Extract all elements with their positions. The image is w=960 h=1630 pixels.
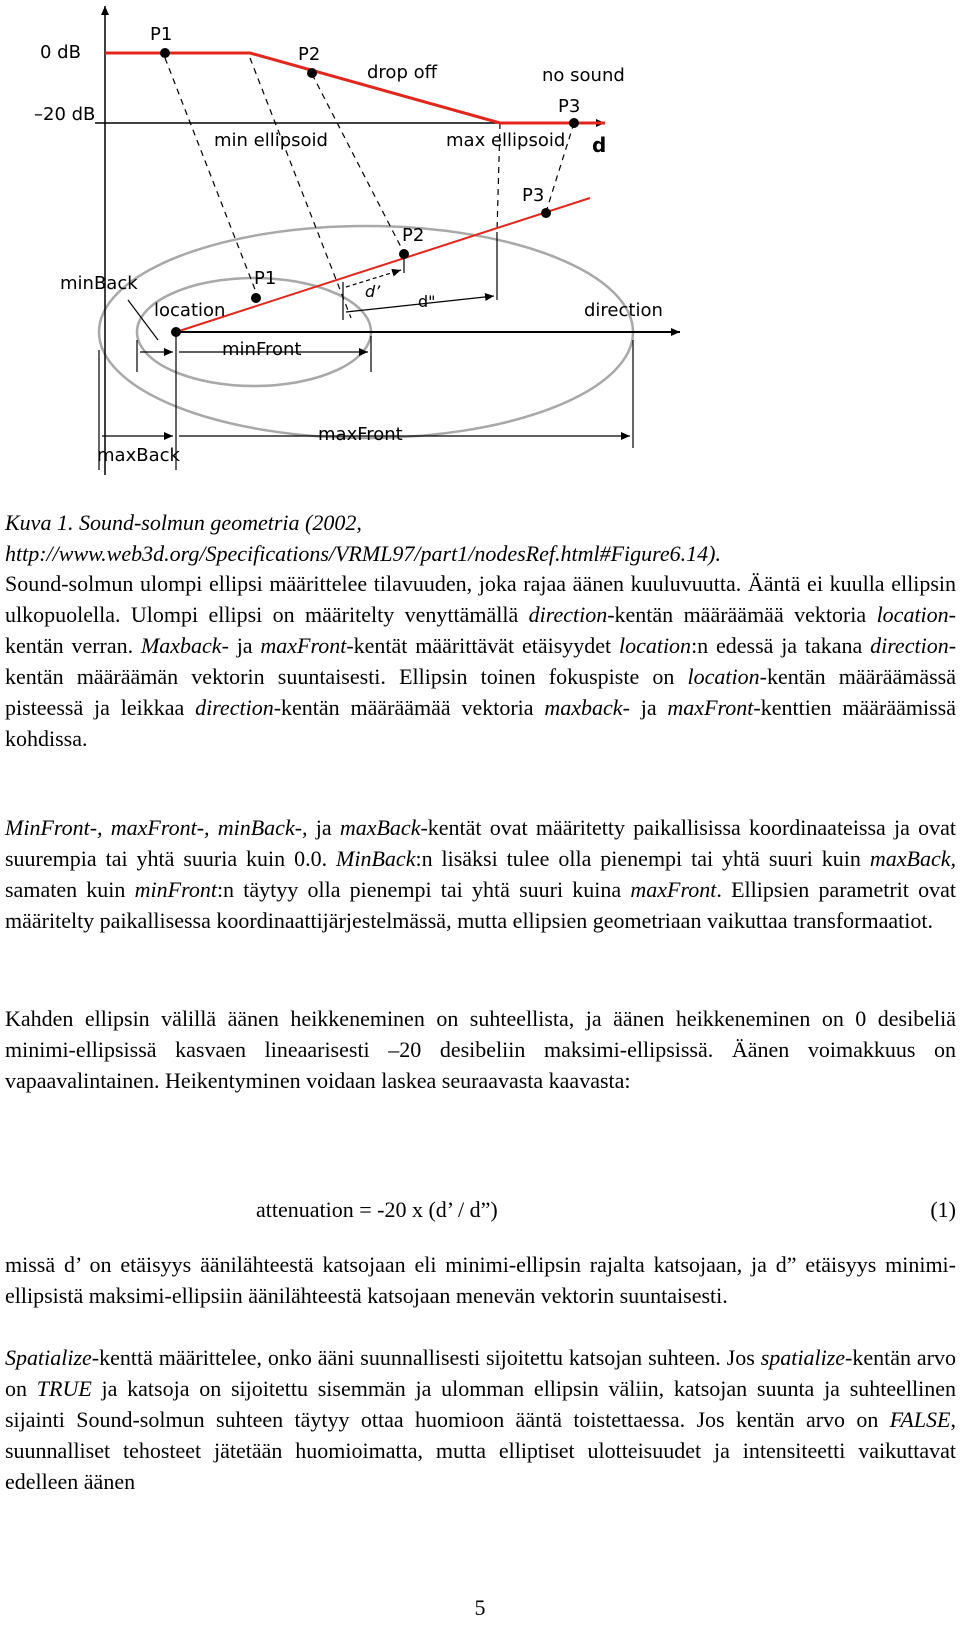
label-max-back: maxBack	[97, 445, 180, 466]
p1-term: Maxback	[140, 633, 222, 658]
p5-term: Spatialize	[5, 1345, 92, 1370]
p2-term: MinBack	[336, 846, 416, 871]
p1-term: direction	[195, 695, 274, 720]
sound-geometry-figure	[0, 0, 700, 475]
sight-line	[176, 198, 590, 332]
p5-text: -kentän arvo on	[5, 1345, 957, 1401]
equation-1	[0, 1194, 960, 1226]
point-p1	[251, 293, 261, 303]
caption-line-1: Kuva 1. Sound-solmun geometria (2002,	[5, 510, 362, 535]
label-min-ellipsoid: min ellipsoid	[214, 130, 328, 151]
p1-text: -kentän määräämää vektoria	[273, 695, 545, 720]
point-p1-top	[160, 48, 170, 58]
point-p3	[541, 208, 551, 218]
label-p1: P1	[254, 268, 277, 289]
attenuation-curve	[105, 53, 605, 123]
label-direction: direction	[584, 300, 663, 321]
p2-term: maxBack,	[869, 846, 956, 871]
p2-text: ja	[307, 815, 340, 840]
p1-text: - ja	[221, 633, 261, 658]
p5-text: , suunnalliset tehosteet jätetään huomioimatta, mutta elliptiset ulotteisuudet ja intensiteetti vaikuttavat edelleen äänen	[5, 1407, 956, 1494]
p2-text: :n lisäksi tulee olla pienempi tai yhtä suuri kuin	[415, 846, 870, 871]
page-number: 5	[474, 1595, 486, 1620]
p1-text: - ja	[622, 695, 668, 720]
p1-term: maxFront	[667, 695, 754, 720]
label-location: location	[154, 300, 226, 321]
p1-text: -kenttien määräämissä kohdissa.	[5, 695, 957, 751]
p5-text: ja katsoja on sijoitettu sisemmän ja ulomman ellipsin väliin, katsojan suunta ja suhteellinen sijainti Sound-solmun suhteen täytyy ottaa huomioon ääntä toistettaessa. Jos kentän arvo on	[5, 1376, 957, 1432]
point-p3-top	[569, 118, 579, 128]
p2-text: :n täytyy olla pienempi tai yhtä suuri kuina	[216, 877, 631, 902]
paragraph-5	[5, 1342, 956, 1497]
label-d-axis: d	[592, 133, 607, 157]
p1-term: location	[687, 664, 760, 689]
label-drop-off: drop off	[367, 62, 438, 83]
p5-term: TRUE	[36, 1376, 92, 1401]
p2-term: maxFront	[630, 877, 717, 902]
label-d-double: d"	[418, 292, 436, 311]
p2-text: -kentät ovat määritetty paikallisissa koordinaateissa ja ovat suurempia tai yhtä suuria kuin 0.0.	[5, 815, 956, 871]
p2-text: . Ellipsien parametrit ovat määritelty paikallisessa koordinaattijärjestelmässä, mutta ellipsien geometriaan vaikuttaa transformaatiot.	[5, 877, 956, 933]
point-location	[171, 327, 181, 337]
p1-term: location	[876, 602, 949, 627]
p5-term: spatialize	[760, 1345, 846, 1370]
paragraph-2	[5, 812, 956, 936]
p1-text: -kentän määräämän vektorin suuntaisesti. Ellipsin toinen fokuspiste on	[5, 633, 957, 689]
equation-number: (1)	[930, 1197, 956, 1222]
label-max-front: maxFront	[318, 424, 403, 445]
label-0db: 0 dB	[40, 42, 81, 63]
paragraph-3: Kahden ellipsin välillä äänen heikkeneminen on suhteellista, ja äänen heikkeneminen on 0 desibeliä minimi-ellipsissä kasvaen lineaarisesti –20 desibeliin maksimi-ellipsissä. Äänen voimakkuus on vapaavalintainen. Heikentyminen voidaan laskea seuraavasta kaavasta:	[5, 1006, 956, 1093]
label-d-prime: d’	[365, 282, 381, 301]
figure-caption	[5, 507, 955, 569]
p1-term: direction	[870, 633, 949, 658]
p1-text: :n edessä ja takana	[691, 633, 871, 658]
p2-term: minFront	[134, 877, 217, 902]
label-p3-top: P3	[558, 96, 581, 117]
p2-term: MinFront-, maxFront-, minBack-,	[5, 815, 308, 840]
label-p3: P3	[522, 185, 545, 206]
label-min-back: minBack	[60, 273, 138, 294]
p1-text: Sound-solmun ulompi ellipsi määrittelee tilavuuden, joka rajaa äänen kuuluvuutta. Ääntä ei kuulla ellipsin ulkopuolella. Ulompi ellipsi on määritelty venyttämällä	[5, 571, 956, 627]
p1-text: -kentät määrittävät etäisyydet	[346, 633, 619, 658]
paragraph-4: missä d’ on etäisyys äänilähteestä katsojaan eli minimi-ellipsin rajalta katsojaan, ja d” etäisyys minimi-ellipsistä maksimi-ellipsiin äänilähteestä katsojaan menevän vektorin suuntaisesti.	[5, 1252, 956, 1308]
label-no-sound: no sound	[542, 65, 625, 86]
caption-line-2: http://www.web3d.org/Specifications/VRML97/part1/nodesRef.html#Figure6.14).	[5, 541, 721, 566]
label-min-front: minFront	[222, 339, 302, 360]
label-p1-top: P1	[150, 24, 173, 45]
label-p2-top: P2	[298, 44, 321, 65]
equation-formula: attenuation = -20 x (d’ / d”)	[256, 1197, 498, 1222]
label-max-ellipsoid: max ellipsoid	[446, 130, 566, 151]
p1-text: -kentän määräämässä pisteessä ja leikkaa	[5, 664, 956, 720]
p1-text: -kentän verran.	[5, 602, 956, 658]
paragraph-1	[5, 568, 956, 754]
p5-text: -kenttä määrittelee, onko ääni suunnallisesti sijoitettu katsojan suhteen. Jos	[91, 1345, 761, 1370]
p1-term: direction	[528, 602, 608, 627]
p5-term: FALSE	[889, 1407, 951, 1432]
p1-term: maxback	[544, 695, 623, 720]
p2-text: samaten kuin	[5, 877, 135, 902]
p1-term: maxFront	[260, 633, 347, 658]
point-p2-top	[307, 68, 317, 78]
label-p2: P2	[402, 225, 425, 246]
label-minus20db: –20 dB	[34, 104, 96, 125]
p1-term: location	[618, 633, 692, 658]
p1-text: -kentän määräämää vektoria	[607, 602, 877, 627]
p2-term: maxBack	[339, 815, 421, 840]
